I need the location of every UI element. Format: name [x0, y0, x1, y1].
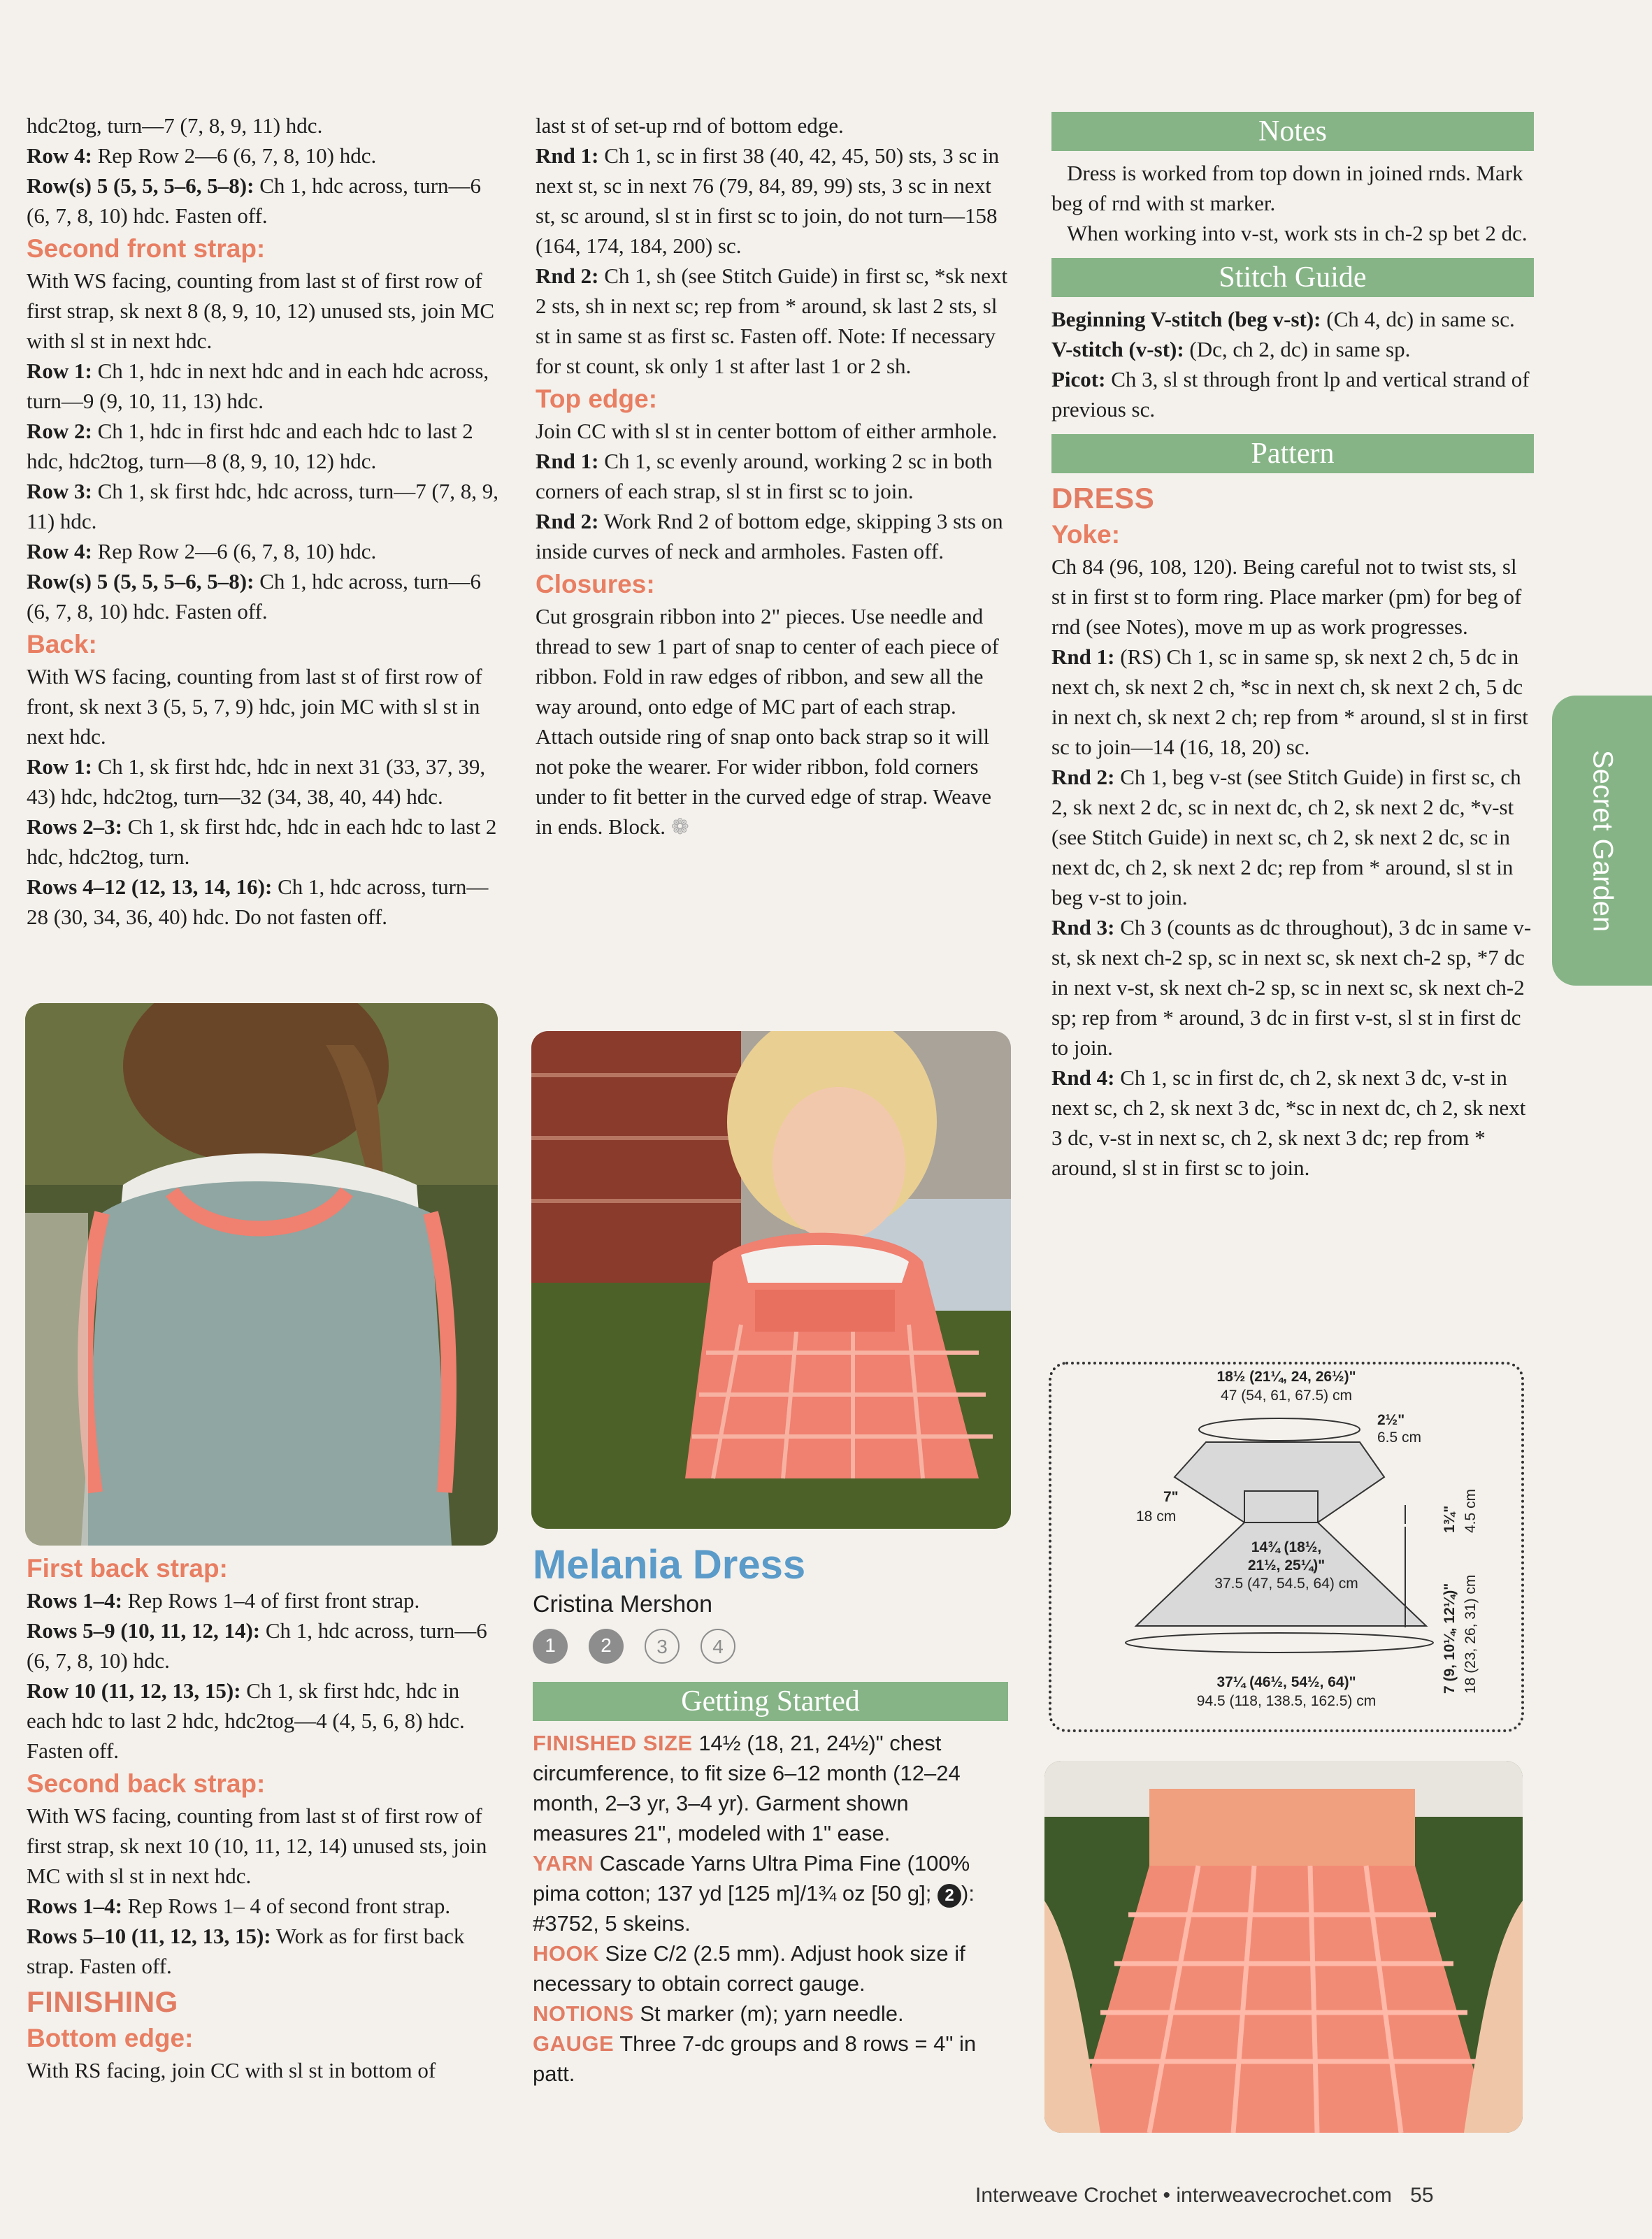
instruction-row: Row(s) 5 (5, 5, 5–6, 5–8): Ch 1, hdc across, turn—6 (6, 7, 8, 10) hdc. Fasten off.	[27, 569, 482, 624]
skill-level-2-icon: 2	[589, 1629, 624, 1664]
photo-model-sitting-image	[531, 1031, 1011, 1529]
paragraph: With WS facing, counting from last st of first row of first strap, sk next 8 (8, 9, 10, 12) unused sts, join MC with sl st in next hdc.	[27, 268, 495, 353]
pattern-heading: Pattern	[1051, 434, 1534, 473]
photo-skirt-detail	[1044, 1761, 1523, 2133]
end-mark-icon: ❁	[670, 814, 689, 839]
instruction-row: Row 4: Rep Row 2—6 (6, 7, 8, 10) hdc.	[27, 539, 377, 563]
skirt-length-cm: 18 (23, 26, 31) cm	[1463, 1574, 1479, 1694]
instruction-row: Rnd 3: Ch 3 (counts as dc throughout), 3 dc in same v-st, sk next ch-2 sp, sc in next sc, sk next ch-2 sp, *7 dc in next v-st, sk next ch-2 sp, sc in next sc, sk next ch-2 sp; rep from * around, 3 dc in first v-st, sl st in first dc to join.	[1051, 915, 1532, 1060]
instruction-row: Rows 1–4: Rep Rows 1–4 of first front strap.	[27, 1588, 420, 1613]
instruction-row: Row 1: Ch 1, hdc in next hdc and in each hdc across, turn—9 (9, 10, 11, 13) hdc.	[27, 359, 489, 413]
strap-length-cm: 6.5 cm	[1377, 1430, 1422, 1446]
waist-in-line1: 14¾ (18½,	[1251, 1539, 1322, 1555]
schematic-box	[1049, 1362, 1524, 1732]
page-number: 55	[1410, 2184, 1434, 2207]
hook-info: HOOK Size C/2 (2.5 mm). Adjust hook size if necessary to obtain correct gauge.	[533, 1941, 965, 1996]
paragraph: Ch 84 (96, 108, 120). Being careful not to twist sts, sl st in first st to form ring. Place marker (pm) for beg of rnd (see Notes), move m up as work progresses.	[1051, 554, 1522, 639]
band-height-cm: 4.5 cm	[1463, 1488, 1479, 1533]
designer-name: Cristina Mershon	[533, 1591, 712, 1618]
getting-started-heading: Getting Started	[533, 1682, 1008, 1721]
instruction-row: Rnd 2: Ch 1, sh (see Stitch Guide) in first sc, *sk next 2 sts, sh in next sc; rep from * around, sk last 2 sts, sl st in same st as first sc. Fasten off. Note: If necessary for st count, sk only 1 st after last 1 or 2 sh.	[536, 264, 1008, 378]
paragraph: Cut grosgrain ribbon into 2" pieces. Use needle and thread to sew 1 part of snap to center of each piece of ribbon. Fold in raw edges of ribbon, and sew all the way around, onto edge of MC part of each strap. Attach outside ring of snap onto back strap so it will not poke the wearer. For wider ribbon, fold corners under to fit better in the curved edge of strap. Weave in ends. Block. ❁	[536, 604, 999, 839]
heading-first-back-strap: First back strap:	[27, 1554, 228, 1583]
paragraph: With RS facing, join CC with sl st in bottom of	[27, 2058, 436, 2082]
heading-bottom-edge: Bottom edge:	[27, 2024, 194, 2052]
stitch-definition: Beginning V-stitch (beg v-st): (Ch 4, dc) in same sc.	[1051, 307, 1515, 331]
instruction-row: Rows 1–4: Rep Rows 1– 4 of second front strap.	[27, 1894, 451, 1918]
waist-cm: 37.5 (47, 54.5, 64) cm	[1214, 1576, 1358, 1592]
schematic-diagram	[1049, 1362, 1524, 1732]
armhole-cm: 18 cm	[1136, 1509, 1177, 1525]
heading-top-edge: Top edge:	[536, 384, 658, 413]
separator-bullet: •	[1163, 2184, 1170, 2207]
paragraph: last st of set-up rnd of bottom edge.	[536, 113, 844, 138]
heading-yoke: Yoke:	[1051, 520, 1121, 549]
waist-in-line2: 21½, 25¼)"	[1247, 1557, 1326, 1574]
hem-in: 37¼ (46½, 54½, 64)"	[1216, 1674, 1356, 1690]
skill-level-4-icon: 4	[701, 1629, 735, 1664]
armhole-in: 7"	[1163, 1489, 1179, 1505]
band-height-in: 1¾"	[1442, 1505, 1458, 1533]
heading-dress: DRESS	[1051, 482, 1155, 514]
column-middle	[536, 110, 1011, 842]
heading-second-back-strap: Second back strap:	[27, 1769, 266, 1798]
instruction-row: Rnd 2: Work Rnd 2 of bottom edge, skipping 3 sts on inside curves of neck and armholes. Fasten off.	[536, 509, 1003, 563]
heading-second-front-strap: Second front strap:	[27, 234, 266, 263]
notes-text: Dress is worked from top down in joined rnds. Mark beg of rnd with st marker.	[1051, 161, 1523, 215]
section-side-tab-label: Secret Garden	[1587, 749, 1618, 932]
column-left	[27, 110, 502, 932]
instruction-row: Rows 5–10 (11, 12, 13, 15): Work as for first back strap. Fasten off.	[27, 1924, 465, 1978]
section-side-tab	[1552, 696, 1652, 986]
instruction-row: Rnd 1: Ch 1, sc evenly around, working 2 sc in both corners of each strap, sl st in first sc to join.	[536, 449, 993, 503]
instruction-row: Rnd 4: Ch 1, sc in first dc, ch 2, sk next 3 dc, v-st in next sc, ch 2, sk next 3 dc, *sc in next dc, ch 2, sk next 3 dc, v-st in next sc, ch 2, sk next 3 dc; rep from * around, sl st in first sc to join.	[1051, 1065, 1526, 1180]
hem-cm: 94.5 (118, 138.5, 162.5) cm	[1196, 1693, 1377, 1709]
column-right	[1051, 112, 1534, 1183]
stitch-definition: V-stitch (v-st): (Dc, ch 2, dc) in same sp.	[1051, 337, 1411, 361]
instruction-row: Rows 2–3: Ch 1, sk first hdc, hdc in each hdc to last 2 hdc, hdc2tog, turn.	[27, 814, 497, 869]
heading-closures: Closures:	[536, 570, 655, 598]
skill-level-3-icon: 3	[645, 1629, 680, 1664]
instruction-row: Row 3: Ch 1, sk first hdc, hdc across, turn—7 (7, 8, 9, 11) hdc.	[27, 479, 499, 533]
finished-size: FINISHED SIZE 14½ (18, 21, 24½)" chest circumference, to fit size 6–12 month (12–24 month, 2–3 yr, 3–4 yr). Garment shown measures 21", modeled with 1" ease.	[533, 1731, 961, 1845]
top-circumference-cm: 47 (54, 61, 67.5) cm	[1221, 1388, 1352, 1404]
stitch-definition: Picot: Ch 3, sl st through front lp and vertical strand of previous sc.	[1051, 367, 1530, 422]
yarn-weight-icon: 2	[938, 1884, 961, 1908]
notes-text: When working into v-st, work sts in ch-2 sp bet 2 dc.	[1067, 221, 1528, 245]
notions-info: NOTIONS St marker (m); yarn needle.	[533, 2001, 904, 2026]
column-left-lower	[27, 1550, 502, 2085]
instruction-row: Row 4: Rep Row 2—6 (6, 7, 8, 10) hdc.	[27, 143, 377, 168]
instruction-row: Row 10 (11, 12, 13, 15): Ch 1, sk first hdc, hdc in each hdc to last 2 hdc, hdc2tog—4 (4, 5, 6, 8) hdc. Fasten off.	[27, 1678, 465, 1763]
stitch-guide-heading: Stitch Guide	[1051, 258, 1534, 297]
magazine-name: Interweave Crochet	[975, 2184, 1158, 2207]
instruction-row: Rnd 1: Ch 1, sc in first 38 (40, 42, 45, 50) sts, 3 sc in next st, sc in next 76 (79, 84, 89, 99) sts, 3 sc in next st, sc around, sl st in first sc to join, do not turn—158 (164, 174, 184, 200) sc.	[536, 143, 1000, 258]
strap-length-in: 2½"	[1377, 1412, 1405, 1428]
instruction-row: Rnd 2: Ch 1, beg v-st (see Stitch Guide) in first sc, ch 2, sk next 2 dc, sc in next dc, ch 2, sk next 2 dc, *v-st (see Stitch Guide) in next sc, ch 2, sk next 2 dc, sc in next dc, ch 2, sk next 2 dc; rep from * around, sl st in beg v-st to join.	[1051, 765, 1521, 909]
instruction-row: Rows 4–12 (12, 13, 14, 16): Ch 1, hdc across, turn—28 (30, 34, 36, 40) hdc. Do not fasten off.	[27, 874, 489, 929]
yarn-info: YARN Cascade Yarns Ultra Pima Fine (100% pima cotton; 137 yd [125 m]/1¾ oz [50 g]; 2 ): #3752, 5 skeins.	[533, 1851, 975, 1936]
photo-model-sitting	[531, 1031, 1011, 1529]
photo-skirt-detail-image	[1044, 1761, 1523, 2133]
page-footer	[975, 2184, 1434, 2208]
top-circumference-in: 18½ (21¼, 24, 26½)"	[1216, 1369, 1356, 1385]
paragraph: hdc2tog, turn—7 (7, 8, 9, 11) hdc.	[27, 113, 323, 138]
paragraph: Join CC with sl st in center bottom of either armhole.	[536, 419, 998, 443]
photo-back-view	[25, 1003, 498, 1546]
instruction-row: Rows 5–9 (10, 11, 12, 14): Ch 1, hdc across, turn—6 (6, 7, 8, 10) hdc.	[27, 1618, 487, 1673]
skirt-length-in: 7 (9, 10¼, 12¼)"	[1442, 1583, 1458, 1694]
notes-heading: Notes	[1051, 112, 1534, 151]
website: interweavecrochet.com	[1176, 2184, 1392, 2207]
heading-back: Back:	[27, 630, 97, 658]
pattern-title: Melania Dress	[533, 1542, 806, 1588]
instruction-row: Row(s) 5 (5, 5, 5–6, 5–8): Ch 1, hdc across, turn—6 (6, 7, 8, 10) hdc. Fasten off.	[27, 173, 482, 228]
instruction-row: Row 1: Ch 1, sk first hdc, hdc in next 31 (33, 37, 39, 43) hdc, hdc2tog, turn—32 (34, 38, 40, 44) hdc.	[27, 754, 486, 809]
heading-finishing: FINISHING	[27, 1985, 178, 2018]
paragraph: With WS facing, counting from last st of first row of front, sk next 3 (5, 5, 7, 9) hdc, join MC with sl st in next hdc.	[27, 664, 482, 749]
instruction-row: Row 2: Ch 1, hdc in first hdc and each hdc to last 2 hdc, hdc2tog, turn—8 (8, 9, 10, 12) hdc.	[27, 419, 473, 473]
skill-level-1-icon: 1	[533, 1629, 568, 1664]
photo-back-view-image	[25, 1003, 498, 1546]
instruction-row: Rnd 1: (RS) Ch 1, sc in same sp, sk next 2 ch, 5 dc in next ch, sk next 2 ch, *sc in next ch, sk next 2 ch, 5 dc in next ch, sk next 2 ch; rep from * around, sl st in first sc to join—14 (16, 18, 20) sc.	[1051, 645, 1528, 759]
paragraph: With WS facing, counting from last st of first row of first strap, sk next 10 (10, 11, 12, 14) unused sts, join MC with sl st in next hdc.	[27, 1804, 487, 1888]
gauge-info: GAUGE Three 7-dc groups and 8 rows = 4" in patt.	[533, 2031, 977, 2086]
getting-started-box	[533, 1682, 1008, 2089]
